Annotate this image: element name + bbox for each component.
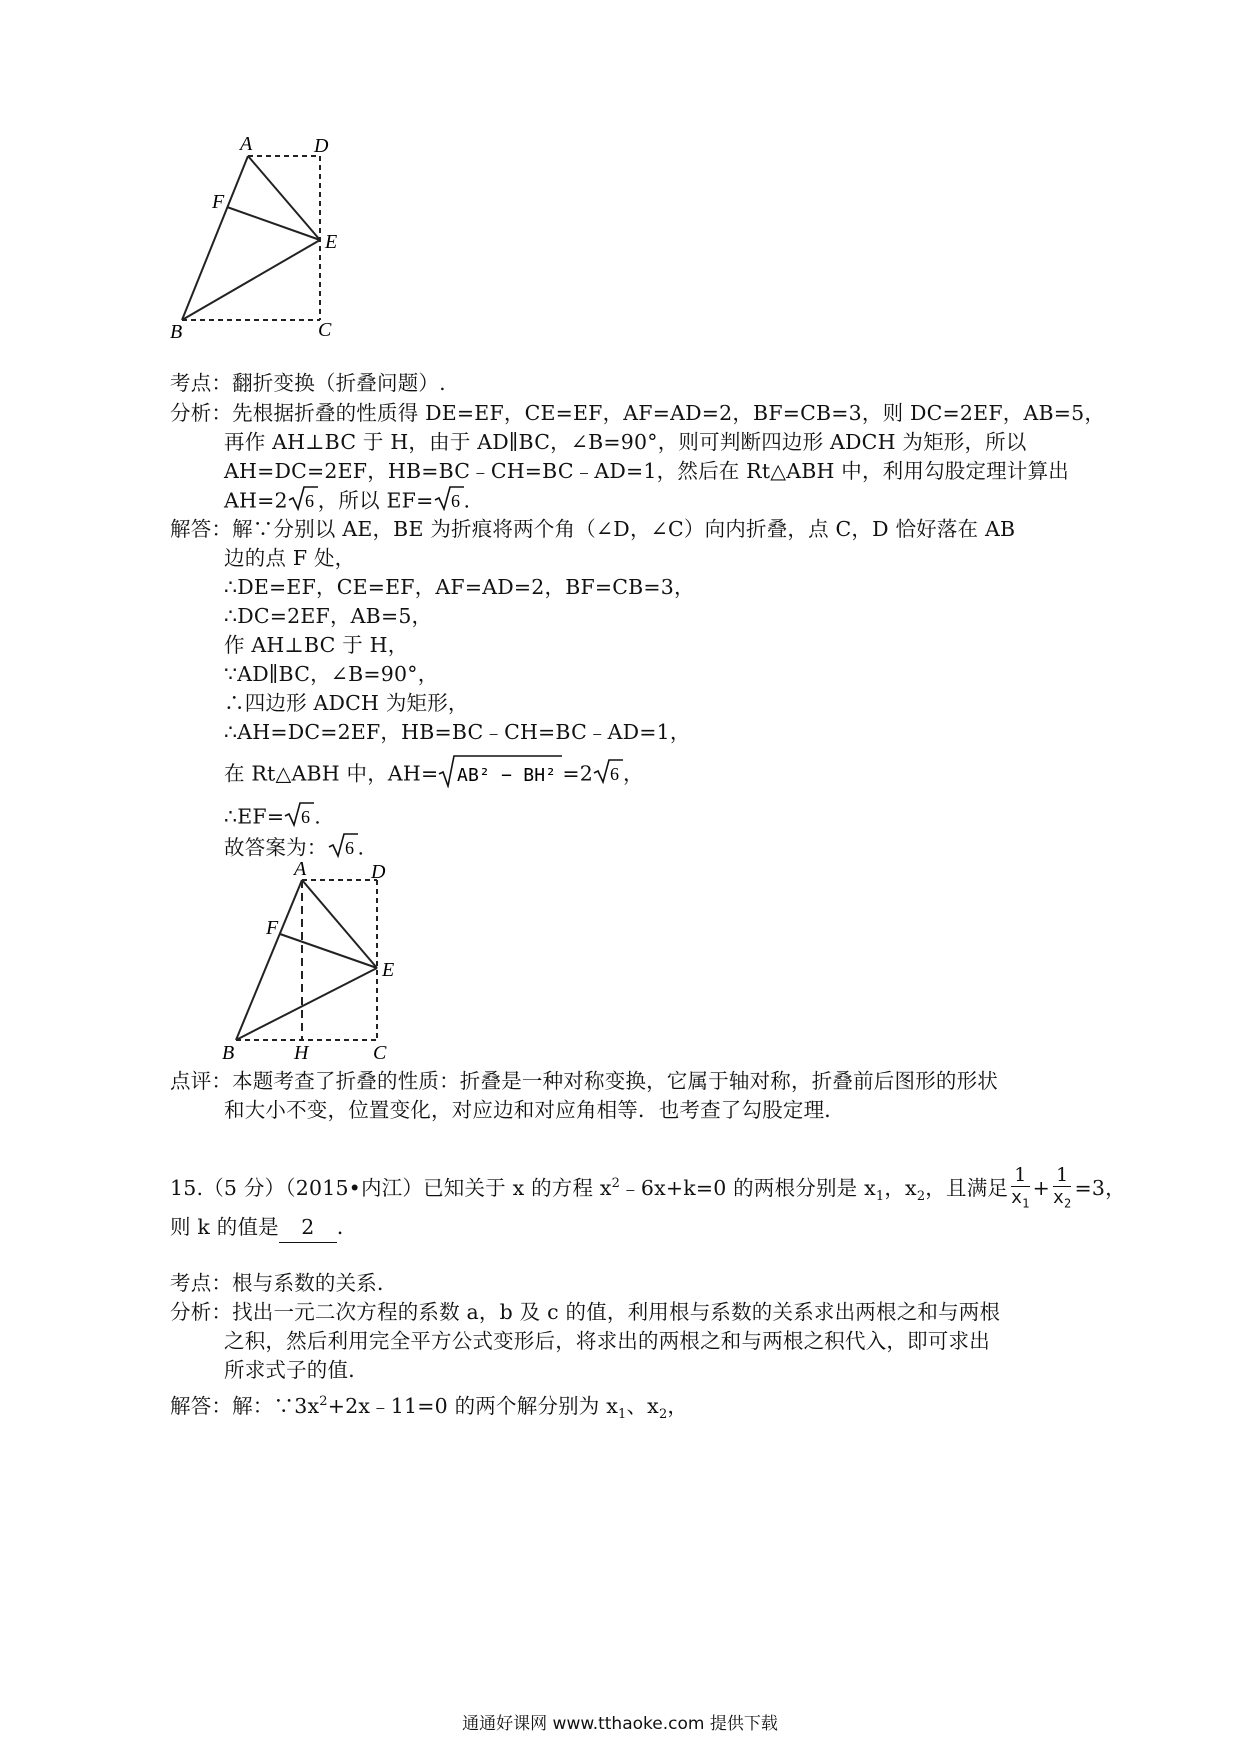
fenxi-14-line1: 分析：先根据折叠的性质得 DE=EF，CE=EF，AF=AD=2，BF=CB=3，则 DC=2EF，AB=5， [170,401,1106,425]
fenxi-15-line1: 分析：找出一元二次方程的系数 a，b 及 c 的值，利用根与系数的关系求出两根之和与两根 [170,1300,1001,1324]
question-15-line1: 15.（5 分）（2015•内江）已知关于 x 的方程 $x^2﹣6x+k=0$ 的两根分别是 $x_1$，$x_2$，且满足 $\frac{1}{x_1}$ + $\frac{1}{x_2}$ =3， [170,1160,1126,1221]
label-H: H [294,1042,309,1064]
svg-text:6: 6 [304,491,314,511]
label-B: B [170,321,183,343]
label-A: A [294,858,307,880]
fenxi-14-line4: AH=2 6 ，所以 EF= 6 . [224,485,470,519]
label-B: B [222,1042,235,1064]
jieda-14-line3: ∴DE=EF，CE=EF，AF=AD=2，BF=CB=3， [224,575,695,599]
figure-2-fold-diagram-with-height [222,858,432,1068]
label-A: A [240,133,253,155]
jieda-14-answer-line: 故答案为： 6 . [224,832,364,866]
fenxi-14-line3: AH=DC=2EF，HB=BC﹣CH=BC﹣AD=1，然后在 Rt△ABH 中，利用勾股定理计算出 [224,459,1069,483]
jieda-14-line1: 解答：解∵分别以 AE，BE 为折痕将两个角（∠D，∠C）向内折叠，点 C，D 恰好落在 AB [170,517,1016,541]
jieda-14-line6: ∵AD∥BC，∠B=90°， [224,662,439,686]
svg-text:6: 6 [301,807,311,827]
jieda-14-rt-line: 在 Rt△ABH 中，AH= AB² − BH² =2 6 ， [224,754,644,796]
jieda-15-line1: 解答：解：$\because 3x^2+2x﹣11=0$ 的两个解分别为 $x_1$、$x_2$， [170,1393,689,1422]
fraction-1-over-x2: $\frac{1}{x_2}$ [1052,1164,1072,1211]
question-15-line2: 则 k 的值是 2 ． [170,1212,358,1243]
fenxi-15-line2: 之积，然后利用完全平方公式变形后，将求出的两根之和与两根之积代入，即可求出 [224,1329,990,1353]
segment-AB [236,880,302,1040]
fenxi-14-line2: 再作 AH⊥BC 于 H，由于 AD∥BC，∠B=90°，则可判断四边形 ADCH 为矩形，所以 [224,430,1027,454]
jieda-14-ef-line: ∴EF= 6 . [224,801,321,835]
sqrt-symbol [593,758,623,792]
answer-blank: 2 [279,1212,337,1243]
segment-AB [182,156,248,320]
segment-BE [236,968,377,1040]
page-footer: 通通好课网 www.tthaoke.com 提供下载 [462,1714,778,1734]
label-F: F [212,191,225,213]
label-D: D [314,135,329,157]
dianping-14-line1: 点评：本题考查了折叠的性质：折叠是一种对称变换，它属于轴对称，折叠前后图形的形状 [170,1069,998,1093]
jieda-14-line7: ∴四边形 ADCH 为矩形， [224,691,469,715]
jieda-14-line4: ∴DC=2EF，AB=5， [224,604,433,628]
label-F: F [266,917,279,939]
label-E: E [325,231,338,253]
fenxi-15-line3: 所求式子的值． [224,1358,369,1382]
label-C: C [318,319,332,341]
kaodian-15: 考点：根与系数的关系． [170,1271,398,1295]
label-C: C [373,1042,387,1064]
sqrt-symbol [438,754,562,796]
jieda-14-line5: 作 AH⊥BC 于 H， [224,633,409,657]
jieda-14-line8: ∴AH=DC=2EF，HB=BC﹣CH=BC﹣AD=1， [224,720,691,744]
svg-text:6: 6 [344,838,354,858]
kaodian-14: 考点：翻折变换（折叠问题）. [170,371,446,395]
sqrt-symbol [284,801,314,835]
svg-text:AB² − BH²: AB² − BH² [457,765,557,786]
label-D: D [371,861,386,883]
figure-1-fold-diagram [170,130,380,350]
fraction-1-over-x1: $\frac{1}{x_1}$ [1011,1164,1030,1211]
svg-text:6: 6 [450,491,460,511]
dianping-14-line2: 和大小不变，位置变化，对应边和对应角相等．也考查了勾股定理． [224,1098,845,1122]
segment-BE [182,240,320,320]
label-E: E [382,959,395,981]
jieda-14-line2: 边的点 F 处， [224,546,356,570]
svg-text:6: 6 [610,764,620,784]
